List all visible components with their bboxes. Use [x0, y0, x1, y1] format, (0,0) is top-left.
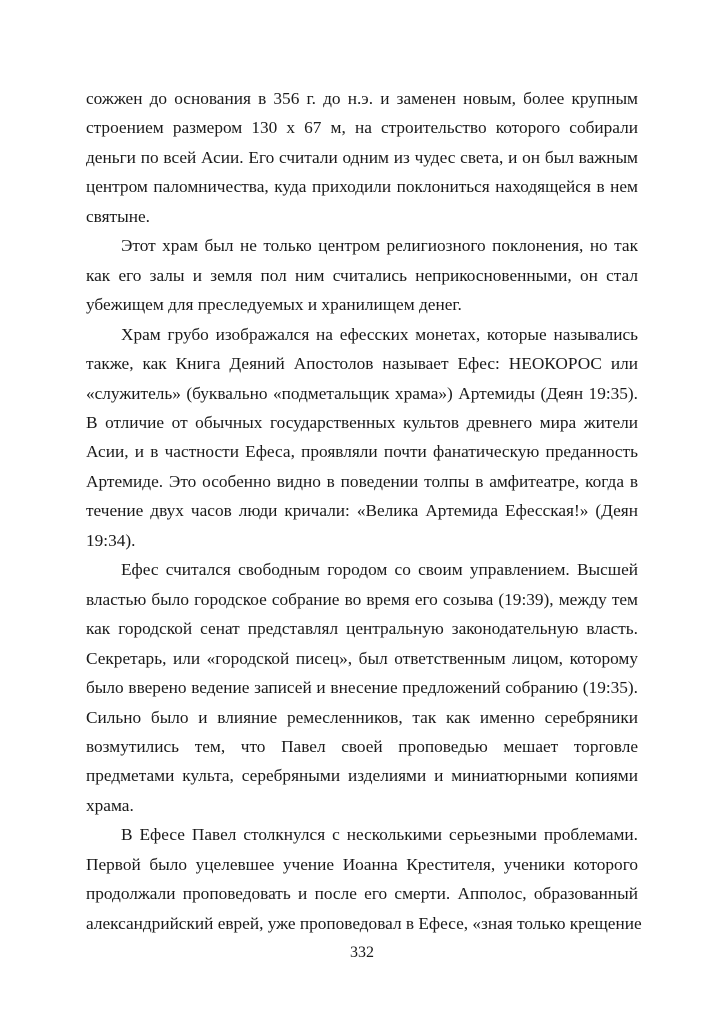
text-line: Сильно было и влияние ремесленников, так как именно серебряники — [86, 707, 638, 727]
text-line: Первой было уцелевшее учение Иоанна Крестителя, ученики которого — [86, 854, 638, 874]
text-line: Асии, и в частности Ефеса, проявляли почти фанатическую преданность — [86, 442, 638, 462]
text-line: Этот храм был не только центром религиозного поклонения, но так — [121, 236, 638, 256]
text-line: Храм грубо изображался на ефесских монетах, которые назывались — [121, 324, 638, 344]
text-line: течение двух часов люди кричали: «Велика Артемида Ефесская!» (Деян — [86, 501, 638, 521]
text-line: «служитель» (буквально «подметальщик храма») Артемиды (Деян 19:35). — [86, 383, 638, 403]
text-line: деньги по всей Асии. Его считали одним из чудес света, и он был важным — [86, 147, 638, 167]
text-line: Секретарь, или «городской писец», был ответственным лицом, которому — [86, 648, 638, 668]
text-line: Артемиде. Это особенно видно в поведении толпы в амфитеатре, когда в — [86, 471, 638, 491]
paragraph — [86, 555, 638, 820]
text-line: предметами культа, серебряными изделиями и миниатюрными копиями — [86, 766, 638, 786]
text-line: Ефес считался свободным городом со своим управлением. Высшей — [121, 560, 638, 580]
paragraph — [86, 84, 638, 231]
text-line: александрийский еврей, уже проповедовал в Ефесе, «зная только крещение — [86, 913, 642, 933]
text-line: 19:34). — [86, 530, 136, 550]
text-line: сожжен до основания в 356 г. до н.э. и заменен новым, более крупным — [86, 89, 638, 108]
paragraph — [86, 231, 638, 319]
text-line: центром паломничества, куда приходили поклониться находящейся в нем — [86, 177, 638, 197]
text-line: как городской сенат представлял центральную законодательную власть. — [86, 619, 638, 639]
document-body — [86, 84, 642, 938]
text-line: также, как Книга Деяний Апостолов называет Ефес: НЕОКОРОС или — [86, 354, 638, 374]
text-line: как его залы и земля пол ним считались неприкосновенными, он стал — [86, 265, 638, 285]
text-line: убежищем для преследуемых и хранилищем денег. — [86, 295, 462, 315]
text-line: властью было городское собрание во время его созыва (19:39), между тем — [86, 589, 638, 609]
text-line: возмутились тем, что Павел своей проповедью мешает торговле — [86, 736, 638, 756]
text-line: В отличие от обычных государственных культов древнего мира жители — [86, 412, 638, 432]
paragraph — [86, 320, 638, 556]
text-line: строением размером 130 х 67 м, на строительство которого собирали — [86, 118, 638, 138]
text-line: было вверено ведение записей и внесение предложений собранию (19:35). — [86, 678, 638, 698]
text-line: святыне. — [86, 206, 150, 226]
text-line: В Ефесе Павел столкнулся с несколькими серьезными проблемами. — [121, 825, 638, 845]
text-line: храма. — [86, 795, 134, 815]
page-number: 332 — [350, 944, 374, 961]
text-line: продолжали проповедовать и после его смерти. Апполос, образованный — [86, 884, 638, 904]
paragraph — [86, 820, 642, 938]
